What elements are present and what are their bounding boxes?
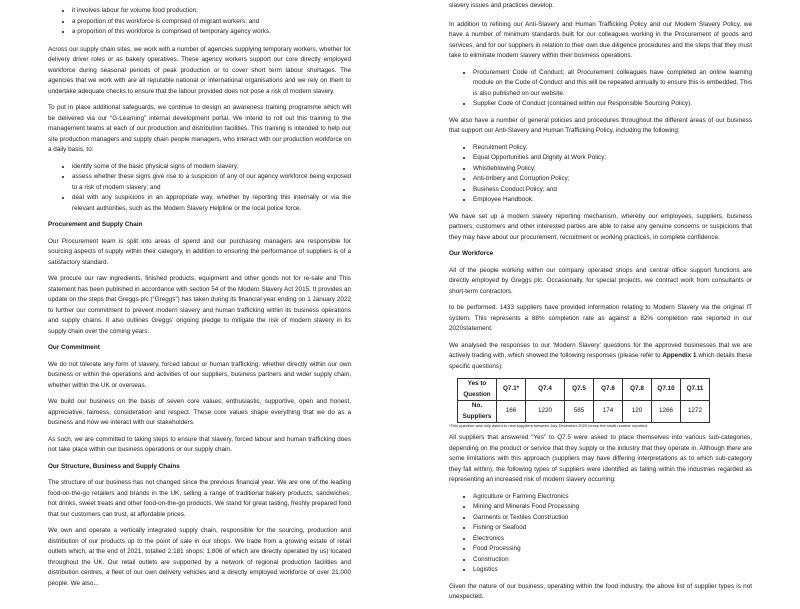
industry-list <box>449 492 752 576</box>
right-column <box>449 1 752 609</box>
suppliers-provided-paragraph: to be performed. 1433 suppliers have provided information relating to Modern Slavery via the original IT system. This represents a 88% completion rate as against a 82% completion rate reported in our 2020statement. <box>449 304 752 332</box>
nature-paragraph: Given the nature of our business, operating within the food industry, the above list of supplier types is not unexpected. <box>449 582 752 600</box>
code-list <box>449 68 752 110</box>
list-item: • Equal Opportunities and Dignity at Work Policy; <box>473 153 752 164</box>
workforce-paragraph: All of the people working within our company operated shops and central office support functions are directly employed by Greggs plc. Occasionally, for special projects, we contract work from consultants or short-term contractors. <box>449 266 752 295</box>
list-item: • Fishing or Seafood <box>473 523 752 534</box>
reporting-paragraph: We have set up a modern slavery reporting mechanism, whereby our employees, suppliers, business partners, customers and other interested parties are able to raise any genuine concerns or suspicions that they may have about our procurement, recruitment or working practices, in complete confidence. <box>449 212 752 241</box>
analysed-text: We analysed the responses to our ‘Modern Slavery’ questions for the approved businesses that we are actively trading with, which showed the following responses (please refer to <box>449 341 752 359</box>
list-item: • Procurement Code of Conduct; all Procurement colleagues have completed an online learning module on the Code of Conduct and this will be repeated annually to ensure this is embedded. This is also published on our website. <box>473 68 752 100</box>
list-item: • Mining and Minerals Food Processing <box>473 502 752 513</box>
list-item: • Garments or Textiles Construction <box>473 513 752 524</box>
list-item: • Anti-bribery and Corruption Policy; <box>473 174 752 185</box>
list-item: • Supplier Code of Conduct (contained within our Responsible Sourcing Policy). <box>473 99 752 110</box>
table-header: Q7.6 <box>594 379 623 401</box>
table-header-row <box>458 379 710 401</box>
list-item: • Recruitment Policy; <box>473 143 752 154</box>
workforce-risk-list <box>48 6 351 38</box>
table-header: Q7.4 <box>526 379 565 401</box>
table-cell: 1266 <box>652 401 681 423</box>
left-column <box>48 6 351 595</box>
procurement-team-paragraph: Our Procurement team is split into areas of spend and our purchasing managers are responsible for sourcing aspects of supply within their category, in addition to ensuring the performance of suppliers is of a satisfactory standard. <box>48 237 351 266</box>
list-item: • deal with any suspicions in an appropriate way, whether by reporting this internally or via the relevant authorities, such as the Modern Slavery Helpline or the local police force. <box>72 193 351 214</box>
structure-paragraph: The structure of our business has not changed since the previous financial year. We are one of the leading food-on-the-go retailers and brands in the UK, selling a range of traditional bakery products, sandwiches, hot drinks, sweet treats and other food-on-the-go products. We stand for great tasting, freshly prepared food that our customers can trust, at affordable prices. <box>48 479 351 518</box>
table-cell: 120 <box>623 401 652 423</box>
list-item: • Whistleblowing Policy; <box>473 164 752 175</box>
refining-paragraph: In addition to refining our Anti-Slavery and Human Trafficking Policy and our Modern Slavery Policy, we have a number of minimum standards built for our colleagues working in the Procurement of goods and services, and for our suppliers in relation to their own due diligence procedures and the steps that they must take to eliminate modern slavery within their business operations. <box>449 20 752 59</box>
training-list <box>48 162 351 215</box>
table-row-label: No. Suppliers <box>458 401 497 423</box>
table-header: Q7.5 <box>565 379 594 401</box>
list-item: • Employee Handbook. <box>473 195 752 206</box>
procurement-heading: Procurement and Supply Chain <box>48 221 143 228</box>
list-item: • it involves labour for volume food production; <box>72 6 351 17</box>
analysed-paragraph <box>449 341 752 373</box>
operate-paragraph: We own and operate a vertically integrated supply chain, responsible for the sourcing, production and distribution of our products up to the point of sale in our shops. We trade from a growing estate of retail outlets which, at the end of 2021, totalled 2,181 shops; 1,806 of which are directly operated by us) located throughout the UK. Our retail outlets are supported by a network of regional production facilities and distribution centres, a fleet of our own delivery vehicles and a directly employed workforce of over 21,000 people. We also... <box>48 527 351 587</box>
committed-paragraph: As such, we are committed to taking steps to ensure that slavery, forced labour and human trafficking does not take place within our business operations or our supply chain. <box>48 435 351 453</box>
table-header: Yes to Question <box>458 379 497 401</box>
list-item: • Food Processing <box>473 544 752 555</box>
tolerate-paragraph: We do not tolerate any form of slavery, forced labour or human trafficking; whether directly within our own business or within the operations and activities of our suppliers, business partners and wider supply chain, whether within the UK or overseas. <box>48 360 351 389</box>
list-item: • a proportion of this workforce is comprised of temporary agency works. <box>72 27 351 38</box>
supplier-responses-table <box>457 378 710 423</box>
subcategories-paragraph: All suppliers that answered “Yes” to Q7.5 were asked to place themselves into various sub-categories, depending on the product or service that they supply or the industry that they operate in. Although there are some limitations with this approach (suppliers may have differing interpretations as to which sub-category they fall within), the following types of suppliers were identified as falling within the industries regarded as representing an increased risk of modern slavery occurring: <box>449 434 752 483</box>
analysed-text-cont: which details these specific questions): <box>449 352 753 370</box>
agencies-paragraph: Across our supply chain sites, we work with a number of agencies supplying temporary workers, whether for delivery driver roles or as bakery operatives. These agency workers support our core directly employed workforce during seasonal periods of peak production or to cover short term labour shortages. The agencies that we work with are all reputable national or international organisations and we rely on them to undertake adequate checks to ensure that the labour provided does not pose a risk of modern slavery. <box>48 45 351 95</box>
table-cell: 166 <box>497 401 526 423</box>
workforce-heading: Our Workforce <box>449 250 494 257</box>
policy-list <box>449 143 752 206</box>
table-header: Q7.11 <box>681 379 710 401</box>
list-item: • Business Conduct Policy; and <box>473 185 752 196</box>
table-row <box>458 401 710 423</box>
list-item: • assess whether these signs give rise to a suspicion of any of our agency workforce being exposed to a risk of modern slavery; and <box>72 172 351 193</box>
table-cell: 585 <box>565 401 594 423</box>
list-item: • Electronics <box>473 534 752 545</box>
table-cell: 1220 <box>526 401 565 423</box>
list-item: • a proportion of this workforce is comprised of migrant workers; and <box>72 17 351 28</box>
table-footnote: *This question was only asked to new suppliers between July-December 2020 hence the small number reported. <box>449 423 648 428</box>
appendix-reference: Appendix 1 <box>662 352 697 359</box>
table-cell: 174 <box>594 401 623 423</box>
raw-ingredients-paragraph: We procure our raw ingredients, finished products, equipment and other goods not for re-sale and This statement has been published in accordance with section 54 of the Modern Slavery Act 2015. It provides an update on the steps that Greggs plc (“Greggs”) has taken during its financial year ending on 1 January 2022 to further our commitment to prevent modern slavery and human trafficking within its business operations and supply chains. It also outlines Greggs’ ongoing pledge to mitigate the risk of modern slavery in its supply chain over the coming years. <box>48 275 351 335</box>
table-cell: 1272 <box>681 401 710 423</box>
list-item: • Agriculture or Farming Electronics <box>473 492 752 503</box>
structure-heading: Our Structure, Business and Supply Chains <box>48 462 180 470</box>
values-paragraph: We build our business on the basis of seven core values; enthusiastic, supportive, open and honest, appreciative, fairness, consideration and respect. These core values shape everything that we do as a business and how we interact with our stakeholders. <box>48 398 351 426</box>
list-item: • Logistics <box>473 565 752 576</box>
table-header: Q7.1* <box>497 379 526 401</box>
table-header: Q7.8 <box>623 379 652 401</box>
policies-paragraph: We also have a number of general policies and procedures throughout the different areas of our business that support our Anti-Slavery and Human Trafficking Policy, including the following: <box>449 116 752 134</box>
top-fragment: slavery issues and practices develop. <box>449 2 555 9</box>
commitment-heading: Our Commitment <box>48 344 100 351</box>
list-item: • Construction <box>473 555 752 566</box>
training-paragraph: To put in place additional safeguards, we continue to design an awareness training programme which will be delivered via our “G-Learning” internal development portal. We intend to roll out this training to the management teams at each of our production and distribution facilities. This training is intended to help our site production managers and supply chain people managers, who interact with our production workforce on a daily basis, to: <box>48 104 351 153</box>
table-header: Q7.10 <box>652 379 681 401</box>
list-item: • identify some of the basic physical signs of modern slavery; <box>72 162 351 173</box>
